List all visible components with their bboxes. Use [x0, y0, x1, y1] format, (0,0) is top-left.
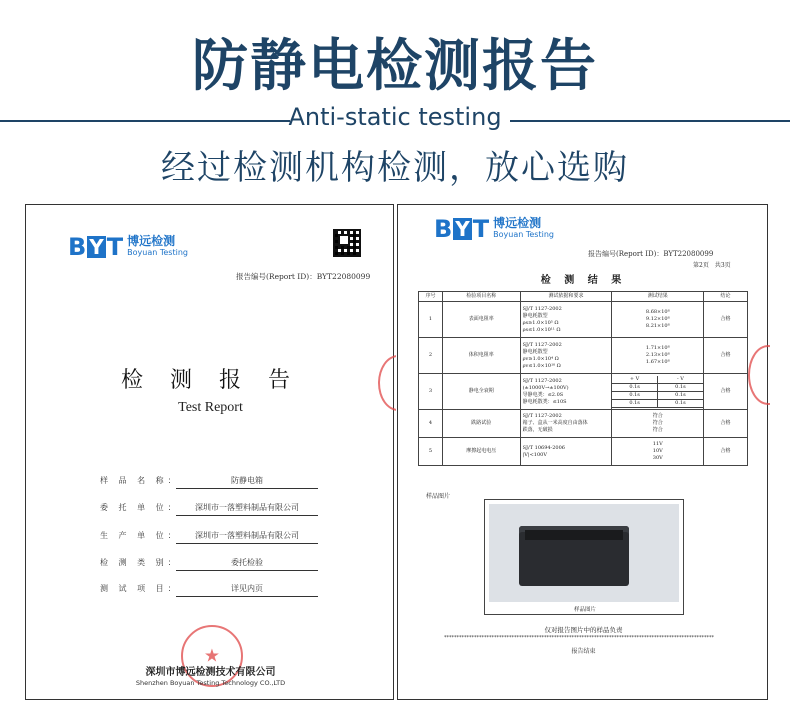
- requirement: [520, 438, 612, 466]
- result-cell: 0.1s: [658, 400, 703, 408]
- requirement-line: SJ/T 1127-2002: [522, 413, 562, 419]
- field-value: 深圳市一落塑料制品有限公司: [176, 530, 318, 544]
- table-row: [419, 338, 748, 374]
- sample-photo: [489, 504, 679, 602]
- conclusion: 合格: [704, 438, 748, 466]
- logo-mark: [434, 215, 490, 243]
- photo-caption: 样品图片: [573, 607, 596, 613]
- report-title-english: Test Report: [178, 400, 243, 415]
- field-sample-name: [100, 475, 350, 491]
- test-result: [612, 410, 704, 438]
- requirement-line: 静电耗散型: [522, 312, 548, 319]
- report-cover-page: [25, 204, 394, 700]
- field-value: 详见内页: [176, 583, 318, 597]
- company-seal-icon: ★: [181, 625, 243, 687]
- table-row: [419, 302, 748, 338]
- row-number: 4: [419, 410, 443, 438]
- result-cell: 0.1s: [658, 384, 703, 392]
- column-header: 检验项目名称: [442, 292, 520, 302]
- subtitle-english: Anti-static testing: [288, 103, 502, 131]
- field-label: 样 品 名 称：: [100, 476, 180, 485]
- requirement-line: ρs≥1.0×10⁵ Ω: [522, 319, 559, 326]
- column-header: 序号: [419, 292, 443, 302]
- result-value: 10V: [652, 448, 663, 454]
- requirement: [520, 338, 612, 374]
- report-number: 报告编号(Report ID)：BYT22080099: [588, 250, 714, 258]
- result-value: 30V: [652, 455, 663, 461]
- qr-code-icon: [333, 229, 361, 257]
- result-value: 2.13×10⁸: [645, 352, 670, 358]
- row-number: 1: [419, 302, 443, 338]
- field-label: 检 测 类 别：: [100, 558, 180, 567]
- requirement: [520, 374, 612, 410]
- result-value: 8.21×10⁸: [645, 323, 670, 329]
- requirement-line: ρv≤1.0×10¹⁰ Ω: [522, 362, 561, 369]
- report-results-page: [397, 204, 768, 700]
- requirement-line: ρs≤1.0×10¹¹ Ω: [522, 326, 561, 333]
- result-value: 符合: [652, 427, 663, 433]
- column-header: 测试结果: [612, 292, 704, 302]
- field-label: 生 产 单 位：: [100, 531, 180, 540]
- logo-letter: B: [68, 233, 87, 261]
- test-item: 静电全衰期: [442, 374, 520, 410]
- field-test-items: [100, 583, 350, 599]
- subtitle-chinese: 经过检测机构检测，放心选购: [161, 148, 629, 188]
- field-test-type: [100, 557, 350, 573]
- page-number: 第2页 共3页: [693, 262, 731, 269]
- result-grid: [612, 376, 703, 408]
- test-item: 表面电阻率: [442, 302, 520, 338]
- result-value: 8.68×10⁸: [645, 309, 670, 315]
- report-title: 检 测 报 告: [121, 368, 300, 393]
- sample-photo-frame: [484, 499, 684, 615]
- row-number: 5: [419, 438, 443, 466]
- column-header: 测试依据和要求: [520, 292, 612, 302]
- test-result: [612, 338, 704, 374]
- page-title: 防静电检测报告: [192, 34, 598, 99]
- requirement-line: SJ/T 1127-2002: [522, 377, 562, 384]
- requirement-line: 静电耗散类：≤10S: [522, 398, 567, 405]
- photo-section-label: 样品图片: [426, 493, 451, 500]
- report-number: 报告编号(Report ID)：BYT22080099: [236, 272, 371, 281]
- row-number: 2: [419, 338, 443, 374]
- requirement: [520, 302, 612, 338]
- table-row: [419, 410, 748, 438]
- conclusion: 合格: [704, 302, 748, 338]
- test-item: 摩擦起电电压: [442, 438, 520, 466]
- results-title: 检 测 结 果: [540, 275, 627, 286]
- result-value: 1.67×10⁸: [645, 359, 670, 365]
- logo-mark: [68, 233, 124, 261]
- requirement: [520, 410, 612, 438]
- logo-letter: B: [434, 215, 453, 243]
- field-manufacturer: [100, 530, 350, 546]
- result-value: 1.71×10⁸: [645, 345, 670, 351]
- report-end: 报告结束: [571, 648, 596, 655]
- requirement-line: (±1000V→±100V): [522, 384, 569, 391]
- result-value: 符合: [652, 413, 663, 419]
- requirement-line: SJ/T 10694-2006: [522, 444, 565, 451]
- table-row: [419, 374, 748, 410]
- results-table: [418, 291, 748, 466]
- requirement-line: SJ/T 1127-2002: [522, 305, 562, 312]
- logo-name-cn: 博远检测: [493, 216, 542, 230]
- table-header-row: [419, 292, 748, 302]
- column-header: 结论: [704, 292, 748, 302]
- separator-stars: ************************************************************************************************************: [444, 635, 714, 641]
- test-item: 体积电阻率: [442, 338, 520, 374]
- result-cell: 0.1s: [612, 392, 657, 400]
- logo-letter: T: [472, 215, 490, 243]
- field-client: [100, 502, 350, 518]
- company-name-en: Shenzhen Boyuan Testing Technology CO.,LTD: [135, 679, 286, 687]
- requirement-line: |V|<100V: [522, 451, 547, 458]
- field-label: 委 托 单 位：: [100, 503, 180, 512]
- conclusion: 合格: [704, 338, 748, 374]
- requirement-line: ρv≥1.0×10⁴ Ω: [522, 355, 559, 362]
- result-cell: 0.1s: [612, 384, 657, 392]
- result-cell: + V: [612, 376, 657, 384]
- result-value: 符合: [652, 420, 663, 426]
- test-result: [612, 438, 704, 466]
- requirement-line: 跌落，无破损: [522, 427, 553, 433]
- field-value: 委托检验: [176, 557, 318, 571]
- field-value: 防静电箱: [176, 475, 318, 489]
- result-cell: 0.1s: [612, 400, 657, 408]
- test-result: [612, 302, 704, 338]
- box-opening: [525, 530, 623, 540]
- responsibility-note: 仅对报告图片中的样品负责: [544, 626, 623, 634]
- conclusion: 合格: [704, 410, 748, 438]
- conclusion: 合格: [704, 374, 748, 410]
- requirement-line: 静电耗散型: [522, 348, 548, 355]
- requirement-line: 导静电类：≤2.0S: [522, 391, 564, 398]
- field-label: 测 试 项 目：: [100, 584, 180, 593]
- logo-letter: Y: [455, 217, 470, 241]
- table-row: [419, 438, 748, 466]
- logo-name-cn: 博远检测: [127, 234, 176, 248]
- test-item: 跌路试验: [442, 410, 520, 438]
- company-logo: [434, 217, 554, 241]
- test-result: [612, 374, 704, 410]
- seal-stamp-icon: [748, 345, 788, 405]
- logo-letter: Y: [89, 235, 104, 259]
- requirement-line: SJ/T 1127-2002: [522, 341, 562, 348]
- result-value: 11V: [652, 441, 663, 447]
- logo-letter: T: [106, 233, 124, 261]
- result-cell: - V: [658, 376, 703, 384]
- logo-name-en: Boyuan Testing: [127, 248, 188, 257]
- row-number: 3: [419, 374, 443, 410]
- result-value: 9.12×10⁸: [645, 316, 670, 322]
- company-name-cn: 深圳市博远检测技术有限公司: [145, 667, 276, 678]
- result-cell: 0.1s: [658, 392, 703, 400]
- logo-name-en: Boyuan Testing: [493, 230, 554, 239]
- field-value: 深圳市一落塑料制品有限公司: [176, 502, 318, 516]
- requirement-line: 箱子、盒从一米高度自由落体: [522, 420, 588, 426]
- company-logo: [68, 235, 188, 259]
